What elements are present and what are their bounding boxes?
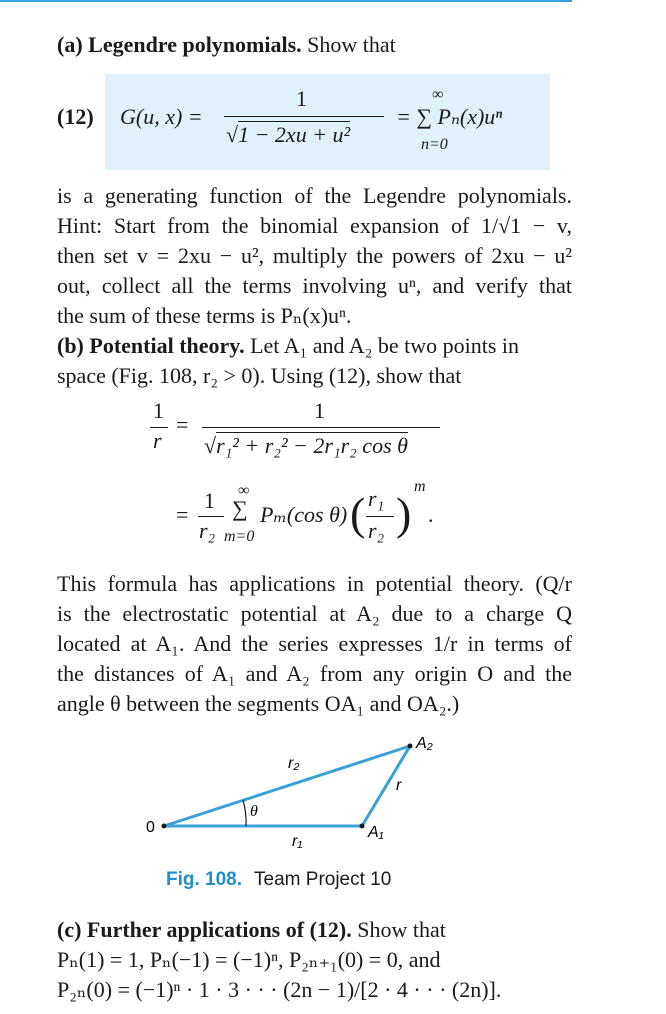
eq-b2-paren-left: (	[350, 488, 366, 539]
eq-b2-coef-num: 1	[204, 488, 215, 513]
part-a-line-4: out, collect all the terms involving uⁿ, and verify that	[57, 273, 572, 298]
top-rule	[0, 0, 572, 2]
eq12-denominator: √1 − 2xu + u²	[226, 122, 351, 147]
label-theta: θ	[250, 803, 258, 820]
eq12-rhs: = ∑ Pₙ(x)uⁿ	[396, 104, 503, 129]
eq12-fraction-bar	[224, 116, 384, 117]
eq-b1-lhs-den: r	[153, 428, 162, 453]
part-c-heading: (c) Further applications of (12). Show that	[57, 917, 446, 942]
eq-b2-sum-bottom: m=0	[224, 528, 255, 545]
part-a-intro: Show that	[307, 32, 396, 57]
part-b-after-1: This formula has applications in potential theory. (Q/r	[57, 571, 572, 596]
point-origin	[162, 824, 167, 829]
part-b-line-2: space (Fig. 108, r₂ > 0). Using (12), show that	[57, 363, 462, 388]
point-a2	[408, 744, 413, 749]
caption-label: Fig. 108.	[166, 869, 243, 890]
caption-title: Team Project 10	[254, 869, 392, 890]
point-a1	[360, 824, 365, 829]
angle-arc	[243, 800, 246, 826]
eq12-numerator: 1	[296, 86, 307, 111]
part-c-label: (c) Further applications of (12).	[57, 917, 352, 942]
figure-caption	[166, 869, 391, 891]
part-a-line-3: then set v = 2xu − u², multiply the powers of 2xu − u²	[57, 243, 572, 268]
label-r2: r₂	[288, 755, 300, 772]
part-c-line-1: Pₙ(1) = 1, Pₙ(−1) = (−1)ⁿ, P₂ₙ₊₁(0) = 0, and	[57, 947, 441, 972]
eq-b2-paren-right: )	[396, 488, 412, 539]
equation-number: (12)	[57, 104, 94, 129]
part-b-after-3: located at A₁. And the series expresses 1/r in terms of	[57, 631, 572, 656]
label-r1: r₁	[292, 833, 303, 850]
eq-b2-body: Pₘ(cos θ)	[260, 502, 348, 527]
part-a-line-2: Hint: Start from the binomial expansion of 1/√1 − v,	[57, 213, 572, 238]
label-origin: 0	[146, 819, 155, 836]
eq-b1-bar	[202, 427, 440, 428]
eq-b2-ratio-den: r₂	[368, 518, 385, 543]
eq-b1-equals: =	[176, 412, 189, 437]
label-a1: A₁	[368, 824, 384, 841]
part-c-line-2: P₂ₙ(0) = (−1)ⁿ · 1 · 3 · · · (2n − 1)/[2 · 4 · · · (2n)].	[57, 977, 502, 1002]
eq-b2-power: m	[414, 478, 426, 495]
part-b-line-1: (b) Potential theory. Let A₁ and A₂ be two points in	[57, 333, 520, 358]
part-b-label: (b) Potential theory.	[57, 333, 245, 358]
label-r: r	[396, 777, 402, 794]
part-a-label: (a) Legendre polynomials.	[57, 32, 302, 57]
label-a2: A₂	[416, 735, 433, 752]
eq-b1-den: √r₁² + r₂² − 2r₁r₂ cos θ	[204, 433, 408, 458]
eq-b2-sum-top: ∞	[238, 482, 250, 499]
eq12-sum-top: ∞	[432, 86, 444, 103]
eq-b2-equals: =	[176, 502, 189, 527]
eq-b2-period: .	[428, 502, 434, 527]
part-a-line-5: the sum of these terms is Pₙ(x)uⁿ.	[57, 303, 352, 328]
part-a-heading	[57, 30, 396, 60]
eq-b2-ratio-num: r₁	[368, 486, 385, 511]
segment-oa2	[164, 746, 410, 826]
part-b-after-2: is the electrostatic potential at A₂ due to a charge Q	[57, 601, 572, 626]
eq-b2-coef-den: r₂	[199, 518, 216, 543]
part-a-line-1: is a generating function of the Legendre polynomials.	[57, 183, 572, 208]
eq-b2-sigma: ∑	[232, 496, 248, 521]
part-b-after-5: angle θ between the segments OA₁ and OA₂.)	[57, 691, 460, 716]
eq12-lhs: G(u, x) =	[120, 104, 203, 129]
eq-b1-lhs-num: 1	[153, 398, 164, 423]
eq-b1-num: 1	[314, 398, 325, 423]
eq12-sum-bottom: n=0	[421, 136, 448, 153]
figure-108-diagram	[0, 730, 666, 870]
part-b-after-4: the distances of A₁ and A₂ from any origin O and the	[57, 661, 572, 686]
